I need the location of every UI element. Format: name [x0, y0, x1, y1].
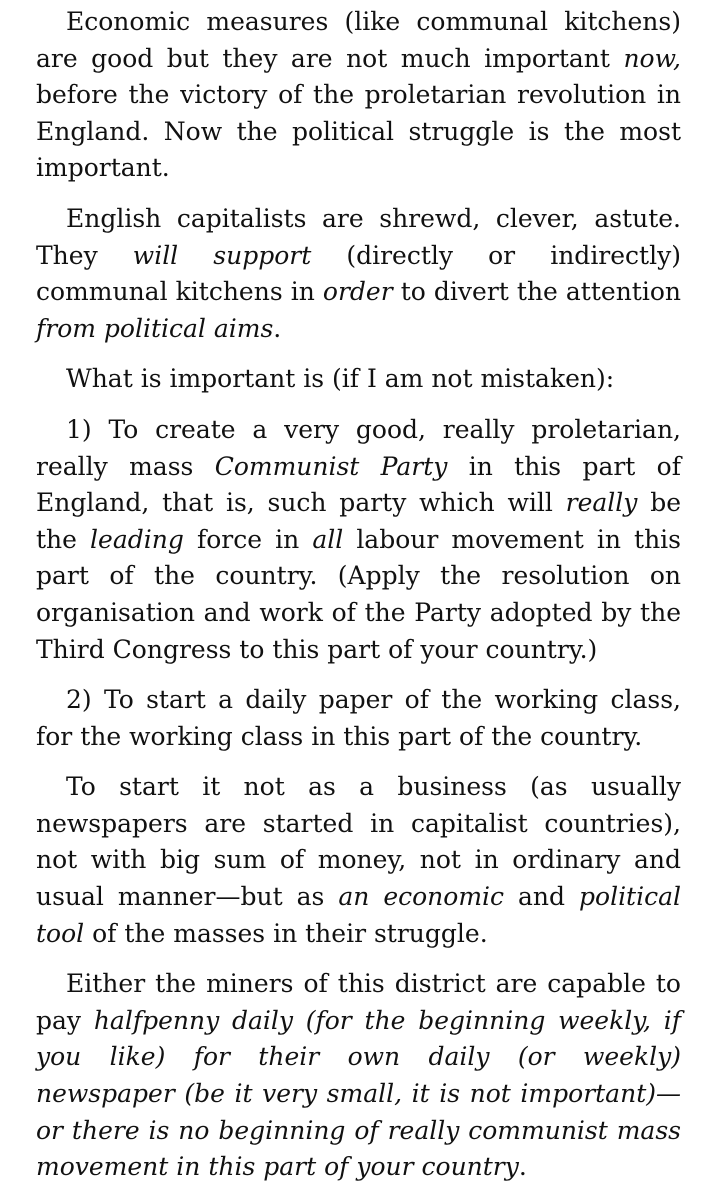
paragraph-4-emphasis: leading — [90, 524, 184, 554]
paragraph-6-emphasis: an economic — [338, 882, 505, 912]
paragraph-6-emphasis: political tool — [36, 882, 682, 948]
paragraph-2-emphasis: order — [322, 277, 393, 307]
paragraph-5-text: 2) To start a daily paper of the working class, for the working class in this part of the country. — [36, 685, 681, 751]
paragraph-4-text: be the — [36, 488, 681, 554]
paragraph-2-text: . — [273, 313, 282, 343]
paragraph-4-emphasis: Communist Party — [214, 451, 448, 481]
paragraph-4-text: labour movement in this part of the country. (Apply the resolution on organisation and work of the Party adopted by the Third Congress to this part of your country.) — [36, 524, 682, 664]
paragraph-3 — [36, 361, 681, 398]
paragraph-7 — [36, 966, 681, 1186]
paragraph-1 — [36, 4, 681, 187]
paragraph-6-text: of the masses in their struggle. — [84, 918, 488, 948]
paragraph-6-text: and — [504, 882, 580, 912]
paragraph-5 — [36, 682, 681, 755]
paragraph-2-text: English capitalists are shrewd, clever, astute. They — [36, 203, 681, 270]
paragraph-7-emphasis: halfpenny daily (for the beginning weekly, if you like) for their own daily (or weekly) newspaper (be it very small, it is not important)—or there is no beginning of really communist mass movement in this part of your country — [36, 1005, 682, 1182]
paragraph-1-emphasis: now, — [623, 43, 681, 73]
paragraph-2 — [36, 201, 681, 347]
paragraph-2-text: (directly or indirectly) communal kitchens in — [36, 240, 681, 307]
paragraph-4-emphasis: all — [312, 524, 344, 554]
paragraph-3-text: What is important is (if I am not mistaken): — [66, 364, 615, 394]
paragraph-6 — [36, 769, 681, 952]
paragraph-1-text: before the victory of the proletarian revolution in England. Now the political struggle is the most important. — [36, 80, 681, 183]
paragraph-1-text: Economic measures (like communal kitchens) are good but they are not much important — [36, 7, 681, 73]
paragraph-2-text: to divert the attention — [392, 277, 681, 307]
paragraph-4-text: in this part of England, that is, such party which will — [36, 451, 681, 518]
paragraph-7-text: . — [518, 1152, 527, 1182]
paragraph-7-text: Either the miners of this district are capable to pay — [36, 969, 681, 1035]
paragraph-4-text: 1) To create a very good, really proletarian, really mass — [36, 414, 681, 481]
paragraph-2-emphasis: from political aims — [36, 313, 274, 343]
paragraph-4-emphasis: really — [565, 488, 638, 518]
paragraph-4 — [36, 412, 681, 668]
paragraph-4-text: force in — [183, 524, 313, 554]
paragraph-6-text: To start it not as a business (as usually newspapers are started in capitalist countries), not with big sum of money, not in ordinary and usual manner—but as — [36, 772, 681, 912]
paragraph-2-emphasis: will support — [132, 240, 312, 270]
